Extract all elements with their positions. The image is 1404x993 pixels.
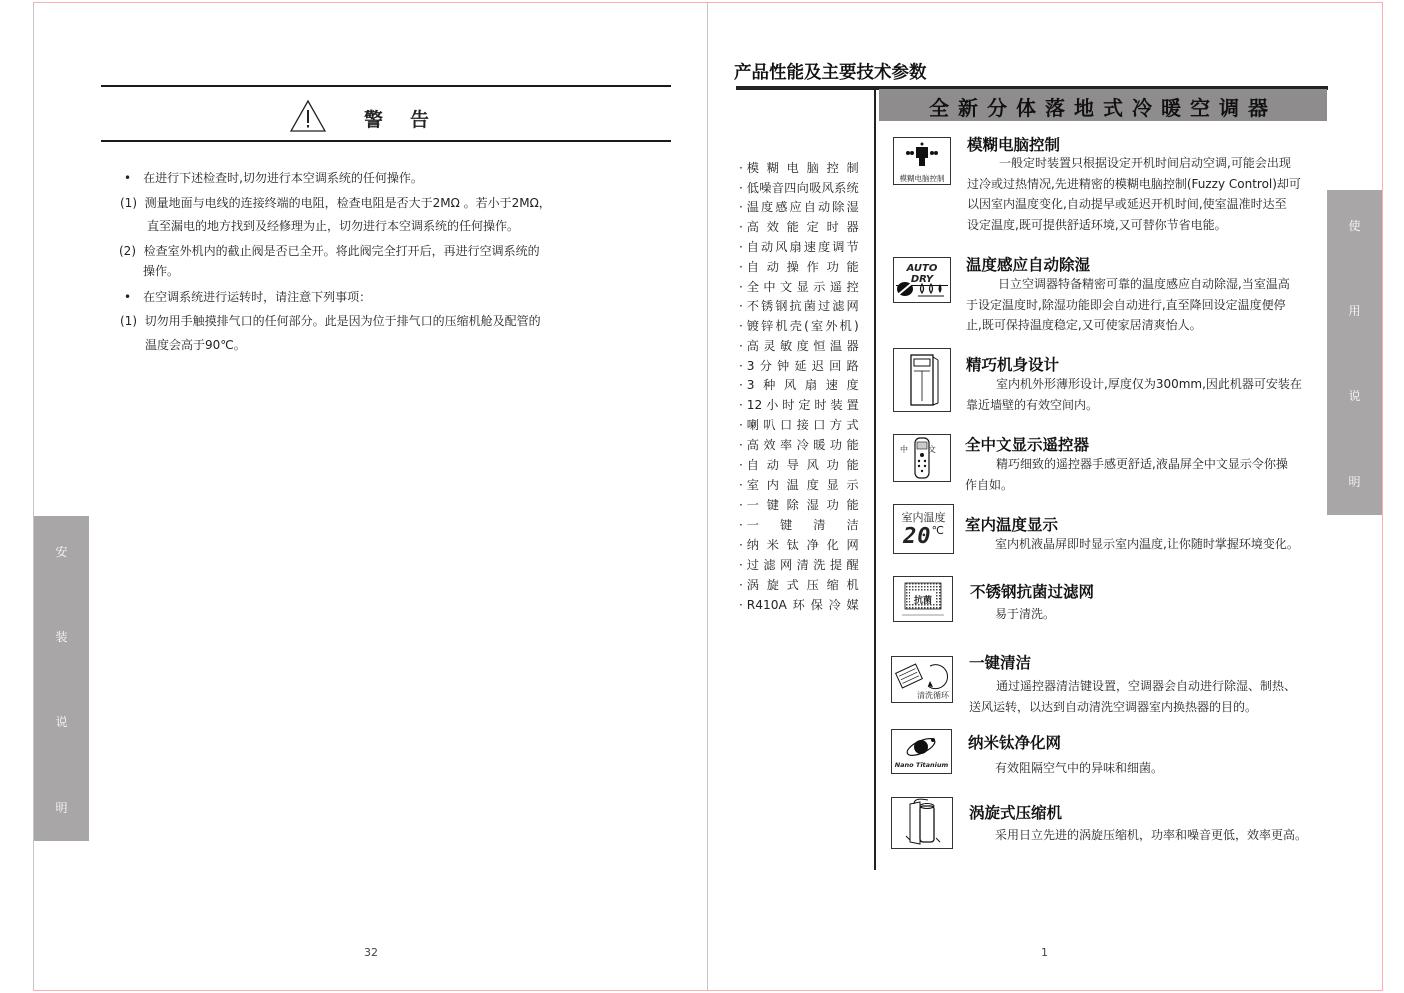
feature-desc-filter: 易于清洗。 bbox=[995, 607, 1056, 621]
one-key-clean-icon bbox=[891, 656, 953, 703]
left-page-number: 32 bbox=[364, 946, 378, 959]
warning-line-2: (1) 测量地面与电线的连接终端的电阻，检查电阻是否大于2MΩ 。若小于2MΩ， bbox=[120, 196, 551, 210]
feature-list-item: · 涡旋式压缩机 bbox=[739, 578, 859, 592]
feature-list-item: · R410A环保冷媒 bbox=[739, 598, 859, 612]
feature-list-item: · 自动风扇速度调节 bbox=[739, 240, 859, 254]
feature-list-item: · 全中文显示遥控 bbox=[739, 280, 859, 294]
feature-title-autodry: 温度感应自动除湿 bbox=[966, 256, 1091, 274]
feature-list-item: · 镀锌机壳(室外机) bbox=[739, 319, 859, 333]
feature-desc-fuzzy: 一般定时装置只根据设定开机时间启动空调,可能会出现 过冷或过热情况,先进精密的模糊电脑控制(Fuzzy Control)却可 以因室内温度变化,自动提早或延迟开机时间,使室温准时达至 设定温度,既可提供舒适环境,又可替你节省电能。 bbox=[967, 156, 1301, 232]
feature-list-item: · 过滤网清洗提醒 bbox=[739, 558, 859, 572]
warning-title: 警 告 bbox=[364, 109, 434, 131]
feature-list-item: · 高灵敏度恒温器 bbox=[739, 339, 859, 353]
feature-list-item: · 低噪音四向吸风系统 bbox=[739, 181, 859, 195]
warning-bottom-rule bbox=[101, 140, 671, 142]
right-tab-char-1: 使 bbox=[1348, 219, 1361, 233]
fuzzy-control-icon bbox=[893, 137, 951, 185]
feature-title-compressor: 涡旋式压缩机 bbox=[969, 804, 1063, 822]
feature-list-item: · 自动操作功能 bbox=[739, 260, 859, 274]
clean-icon-label: 清洗循环 bbox=[917, 691, 949, 700]
warning-line-6: • 在空调系统进行运转时，请注意下列事项： bbox=[124, 290, 372, 304]
left-tab-char-4: 明 bbox=[55, 801, 68, 815]
temp-icon-value-wrap bbox=[894, 524, 953, 549]
right-tab-char-3: 说 bbox=[1348, 389, 1361, 403]
warning-line-8: 温度会高于90℃。 bbox=[145, 338, 246, 352]
scroll-compressor-icon bbox=[891, 797, 953, 849]
auto-dry-icon bbox=[893, 257, 951, 303]
indoor-temp-icon bbox=[893, 504, 954, 554]
feature-list-item: · 一键除湿功能 bbox=[739, 498, 859, 512]
right-tab-char-2: 用 bbox=[1348, 304, 1361, 318]
warning-line-3: 直至漏电的地方找到及经修理为止，切勿进行本空调系统的任何操作。 bbox=[147, 219, 520, 233]
feature-title-clean: 一键清洁 bbox=[969, 654, 1032, 672]
slim-body-icon bbox=[893, 348, 951, 412]
feature-title-fuzzy: 模糊电脑控制 bbox=[967, 136, 1061, 154]
antibacterial-filter-icon bbox=[893, 576, 953, 622]
feature-desc-autodry: 日立空调器特备精密可靠的温度感应自动除湿,当室温高 于设定温度时,除湿功能即会自动进行,直至降回设定温度便停 止,既可保持温度稳定,又可使家居清爽怡人。 bbox=[966, 277, 1290, 332]
right-page-number: 1 bbox=[1041, 946, 1048, 959]
warning-line-4: (2) 检查室外机内的截止阀是否已全开。将此阀完全打开后，再进行空调系统的 bbox=[119, 244, 540, 258]
feature-list-item: · 12小时定时装置 bbox=[739, 398, 859, 412]
right-side-tab bbox=[1327, 190, 1382, 515]
warning-line-7: (1) 切勿用手触摸排气口的任何部分。此是因为位于排气口的压缩机舱及配管的 bbox=[120, 314, 541, 328]
feature-list-item: · 纳米钛净化网 bbox=[739, 538, 859, 552]
feature-list-item: · 室内温度显示 bbox=[739, 478, 859, 492]
left-tab-char-1: 安 bbox=[55, 545, 68, 559]
feature-list-item: · 温度感应自动除湿 bbox=[739, 200, 859, 214]
fuzzy-icon-label: 模糊电脑控制 bbox=[899, 174, 945, 183]
feature-title-slim: 精巧机身设计 bbox=[966, 356, 1060, 374]
feature-title-indoortemp: 室内温度显示 bbox=[965, 516, 1059, 534]
feature-list-item: · 高效率冷暖功能 bbox=[739, 438, 859, 452]
right-tab-char-4: 明 bbox=[1348, 475, 1361, 489]
feature-desc-remote: 精巧细致的遥控器手感更舒适,液晶屏全中文显示令你操 作自如。 bbox=[965, 457, 1288, 492]
warning-line-5: 操作。 bbox=[143, 264, 180, 278]
warning-triangle-icon bbox=[289, 99, 327, 133]
feature-desc-compressor: 采用日立先进的涡旋压缩机，功率和噪音更低，效率更高。 bbox=[995, 828, 1308, 842]
nano-icon-label: Nano Titanium bbox=[894, 761, 949, 769]
feature-list-item: · 3分钟延迟回路 bbox=[739, 359, 859, 373]
temp-icon-value: 20 bbox=[903, 524, 932, 549]
feature-desc-slim: 室内机外形薄形设计,厚度仅为300mm,因此机器可安装在 靠近墙壁的有效空间内。 bbox=[966, 377, 1302, 412]
left-side-tab bbox=[34, 516, 89, 841]
feature-list-item: · 3种风扇速度 bbox=[739, 378, 859, 392]
feature-desc-indoortemp: 室内机液晶屏即时显示室内温度,让你随时掌握环境变化。 bbox=[995, 537, 1299, 551]
remote-icon-label: 中 文 bbox=[900, 445, 942, 454]
temp-icon-label: 室内温度 bbox=[901, 511, 946, 524]
warning-line-1: • 在进行下述检查时,切勿进行本空调系统的任何操作。 bbox=[124, 171, 423, 185]
feature-title-remote: 全中文显示遥控器 bbox=[965, 436, 1090, 454]
feature-title-nano: 纳米钛净化网 bbox=[968, 734, 1062, 752]
left-page-frame bbox=[33, 2, 708, 991]
left-tab-char-3: 说 bbox=[55, 715, 68, 729]
section-title: 产品性能及主要技术参数 bbox=[734, 63, 927, 83]
feature-desc-clean: 通过遥控器清洁键设置，空调器会自动进行除湿、制热、 送风运转，以达到自动清洗空调器室内换热器的目的。 bbox=[969, 679, 1297, 714]
feature-list-item: · 不锈钢抗菌过滤网 bbox=[739, 299, 859, 313]
feature-title-filter: 不锈钢抗菌过滤网 bbox=[970, 583, 1095, 601]
auto-dry-label: AUTO DRY bbox=[896, 263, 948, 286]
feature-list-item: · 自动导风功能 bbox=[739, 458, 859, 472]
remote-control-icon bbox=[893, 434, 951, 482]
feature-list-item: · 模糊电脑控制 bbox=[739, 161, 859, 175]
feature-list-item: · 一键清洁 bbox=[739, 518, 859, 532]
left-tab-char-2: 装 bbox=[55, 630, 68, 644]
warning-top-rule bbox=[101, 85, 671, 87]
vertical-divider bbox=[874, 89, 876, 870]
banner-text: 全新分体落地式冷暖空调器 bbox=[929, 96, 1277, 120]
temp-icon-unit: ℃ bbox=[931, 524, 944, 537]
feature-list-item: · 喇叭口接口方式 bbox=[739, 418, 859, 432]
filter-icon-label: 抗菌 bbox=[913, 596, 932, 606]
feature-desc-nano: 有效阻隔空气中的异味和细菌。 bbox=[995, 761, 1164, 775]
nano-titanium-icon bbox=[891, 729, 952, 774]
feature-list-item: · 高效能定时器 bbox=[739, 220, 859, 234]
